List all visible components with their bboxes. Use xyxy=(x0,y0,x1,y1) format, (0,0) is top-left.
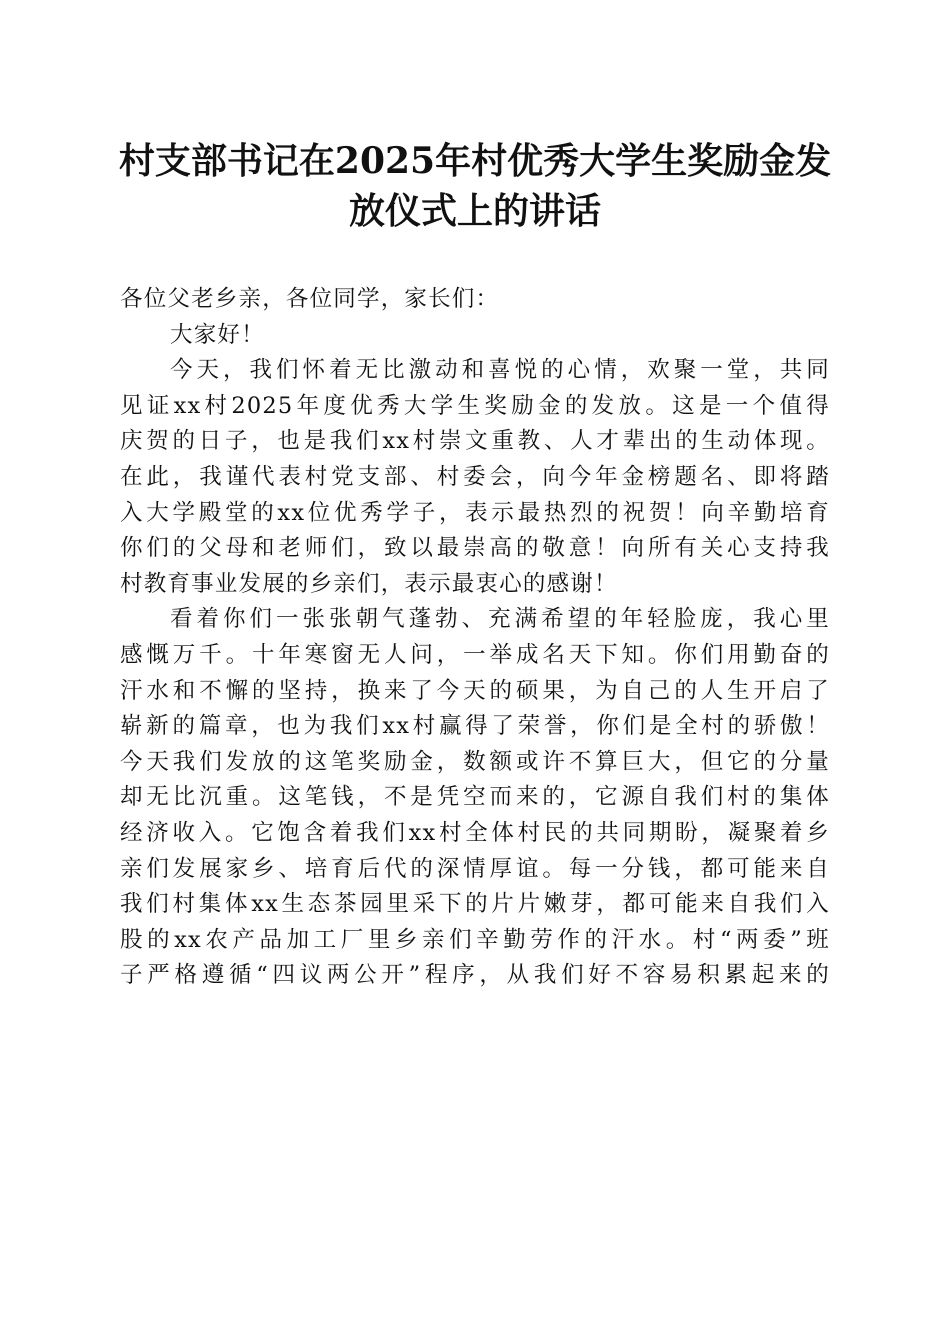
body-line: 你们的父母和老师们，致以最崇高的敬意！向所有关心支持我 xyxy=(120,535,830,562)
document-title xyxy=(110,136,840,236)
body-line: 汗水和不懈的坚持，换来了今天的硕果，为自己的人生开启了 xyxy=(120,677,830,704)
document-body xyxy=(120,282,830,994)
salutation-line: 各位父老乡亲，各位同学，家长们： xyxy=(120,286,500,312)
title-line-1: 村支部书记在2025年村优秀大学生奖励金发 xyxy=(118,140,832,182)
body-line: 庆贺的日子，也是我们xx村崇文重教、人才辈出的生动体现。 xyxy=(120,428,830,455)
body-line: 看着你们一张张朝气蓬勃、充满希望的年轻脸庞，我心里 xyxy=(170,606,830,633)
body-line: 入大学殿堂的xx位优秀学子，表示最热烈的祝贺！向辛勤培育 xyxy=(120,499,830,526)
body-line: 亲们发展家乡、培育后代的深情厚谊。每一分钱，都可能来自 xyxy=(120,855,830,882)
body-line: 在此，我谨代表村党支部、村委会，向今年金榜题名、即将踏 xyxy=(120,463,830,490)
body-line: 我们村集体xx生态茶园里采下的片片嫩芽，都可能来自我们入 xyxy=(120,891,830,918)
body-line: 却无比沉重。这笔钱，不是凭空而来的，它源自我们村的集体 xyxy=(120,784,830,811)
body-line: 股的xx农产品加工厂里乡亲们辛勤劳作的汗水。村“两委”班 xyxy=(120,926,830,953)
body-line: 子严格遵循“四议两公开”程序，从我们好不容易积累起来的 xyxy=(120,962,830,989)
greeting-line: 大家好！ xyxy=(170,321,265,348)
body-line: 崭新的篇章，也为我们xx村赢得了荣誉，你们是全村的骄傲！ xyxy=(120,713,830,740)
body-line: 见证xx村2025年度优秀大学生奖励金的发放。这是一个值得 xyxy=(120,392,830,419)
title-line-2: 放仪式上的讲话 xyxy=(348,190,601,232)
body-line: 村教育事业发展的乡亲们，表示最衷心的感谢！ xyxy=(120,570,618,597)
body-line: 经济收入。它饱含着我们xx村全体村民的共同期盼，凝聚着乡 xyxy=(120,819,830,846)
body-line: 今天，我们怀着无比激动和喜悦的心情，欢聚一堂，共同 xyxy=(170,357,830,384)
body-line: 感慨万千。十年寒窗无人问，一举成名天下知。你们用勤奋的 xyxy=(120,641,830,668)
body-line: 今天我们发放的这笔奖励金，数额或许不算巨大，但它的分量 xyxy=(120,748,830,775)
